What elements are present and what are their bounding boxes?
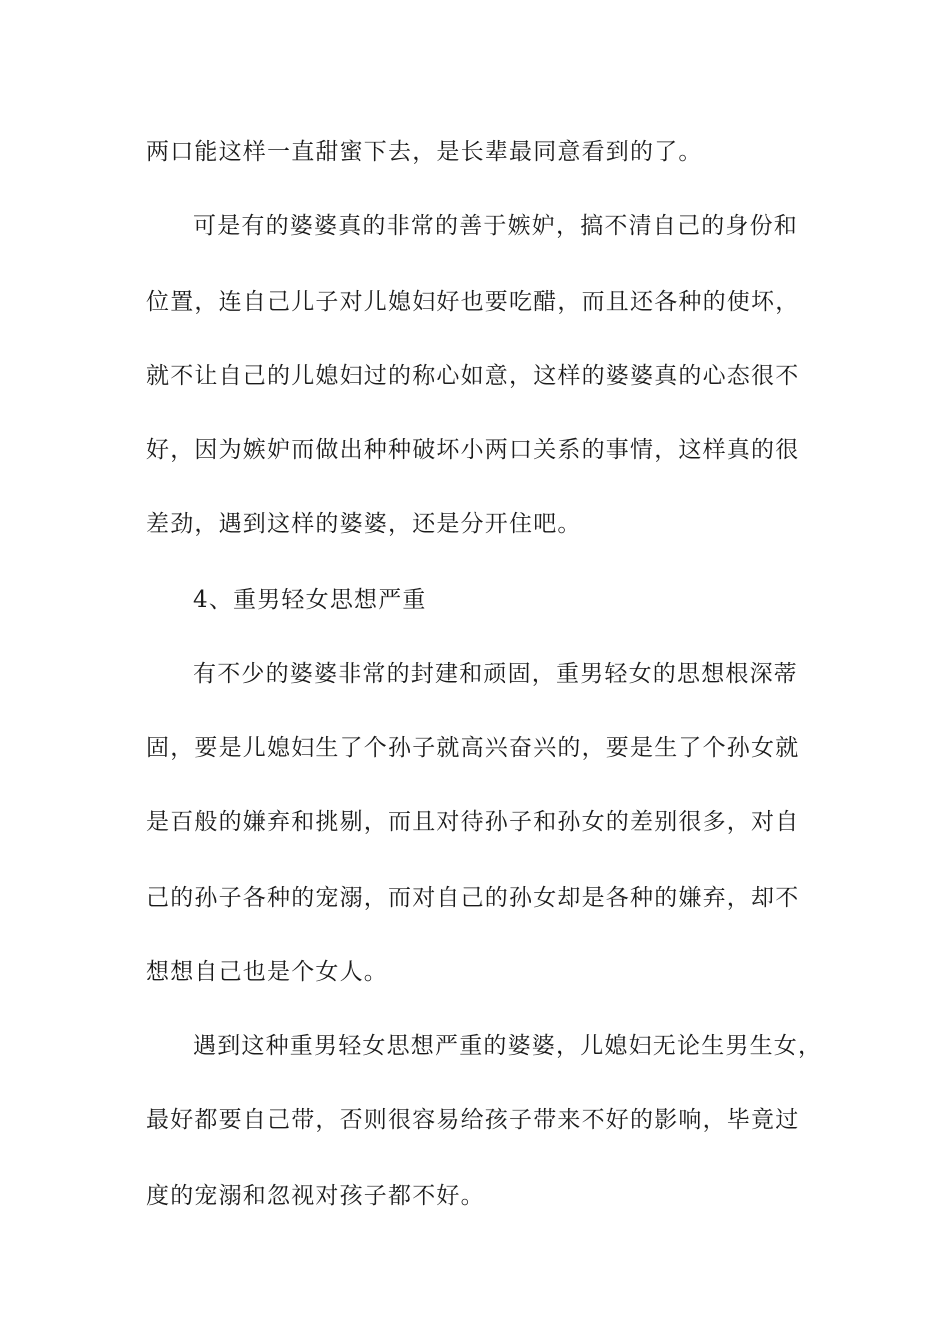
paragraph-line: 遇到这种重男轻女思想严重的婆婆，儿媳妇无论生男生女， [193, 1033, 823, 1059]
paragraph-line: 想想自己也是个女人。 [146, 959, 388, 985]
paragraph-line: 固，要是儿媳妇生了个孙子就高兴奋兴的，要是生了个孙女就 [146, 735, 800, 761]
paragraph-line: 两口能这样一直甜蜜下去，是长辈最同意看到的了。 [146, 139, 703, 165]
paragraph-line: 可是有的婆婆真的非常的善于嫉妒，搞不清自己的身份和 [193, 213, 798, 239]
paragraph-line: 位置，连自己儿子对儿媳妇好也要吃醋，而且还各种的使坏， [146, 289, 800, 315]
paragraph-line: 有不少的婆婆非常的封建和顽固，重男轻女的思想根深蒂 [193, 661, 798, 687]
paragraph-line: 己的孙子各种的宠溺，而对自己的孙女却是各种的嫌弃，却不 [146, 885, 800, 911]
paragraph-line: 度的宠溺和忽视对孩子都不好。 [146, 1183, 485, 1209]
paragraph-line: 好，因为嫉妒而做出种种破坏小两口关系的事情，这样真的很 [146, 437, 800, 463]
paragraph-line: 就不让自己的儿媳妇过的称心如意，这样的婆婆真的心态很不 [146, 363, 800, 389]
section-heading: 4、重男轻女思想严重 [193, 587, 427, 613]
paragraph-line: 差劲，遇到这样的婆婆，还是分开住吧。 [146, 511, 582, 537]
paragraph-line: 最好都要自己带，否则很容易给孩子带来不好的影响，毕竟过 [146, 1107, 800, 1133]
paragraph-line: 是百般的嫌弃和挑剔，而且对待孙子和孙女的差别很多，对自 [146, 809, 800, 835]
